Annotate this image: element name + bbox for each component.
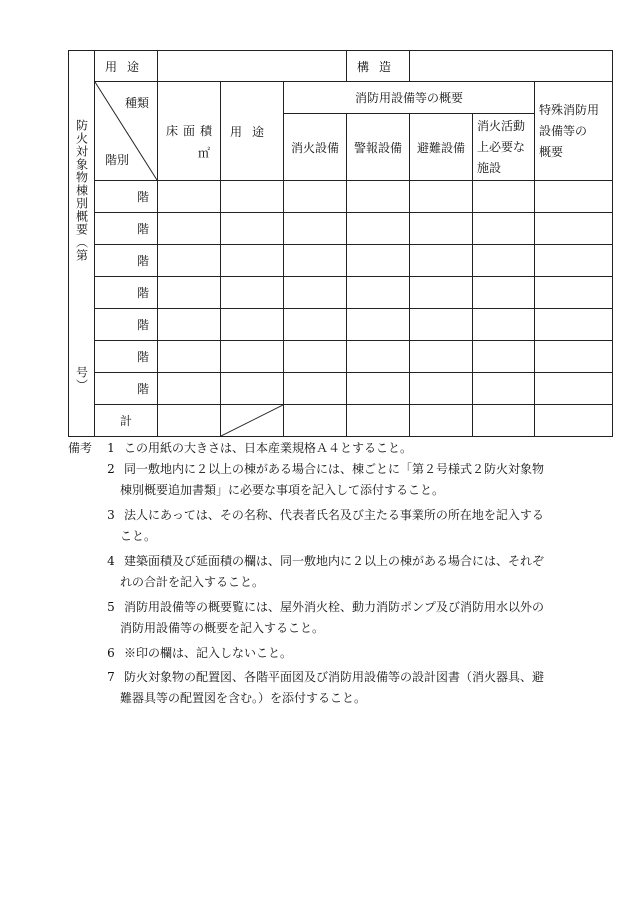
table-row [69,213,613,245]
usage-field[interactable] [158,51,347,82]
fire-ext-header: 消火設備 [284,114,347,181]
equipment-group-header: 消防用設備等の概要 [284,82,535,114]
side-title: 防火対象物棟別概要（第号） [74,118,89,392]
area-label: 床面積 [166,124,218,138]
table-row [69,245,613,277]
floor-cell: 階 [95,245,158,277]
firefighting-facility-header [473,114,535,181]
special-line-1: 特殊消防用 [539,102,600,117]
total-area-field[interactable] [158,405,221,437]
total-label: 計 [95,405,158,437]
note-item: 7 防火対象物の配置図、各階平面図及び消防用設備等の設計図書（消火器具、避 難器具等の配置図を含む。）を添付すること。 [107,670,545,705]
table-row [69,277,613,309]
total-use-disabled [221,405,284,437]
fac-line-1: 消火活動 [477,118,526,133]
note-item: 6 ※印の欄は、記入しないこと。 [107,646,293,660]
floor-cell: 階 [95,309,158,341]
note-item: 3 法人にあっては、その名称、代表者氏名及び主たる事業所の所在地を記入する こと。 [107,508,544,543]
floor-cell: 階 [95,277,158,309]
structure-label: 構造 [347,51,410,82]
floor-cell: 階 [95,181,158,213]
note-item: 4 建築面積及び延面積の欄は、同一敷地内に２以上の棟がある場合には、それぞ れの合計を記入すること。 [107,554,545,589]
note-item: 1 この用紙の大きさは、日本産業規格Ａ４とすること。 [107,441,413,455]
floor-cell: 階 [95,341,158,373]
building-summary-table [68,50,613,437]
note-item: 5 消防用設備等の概要覧には、屋外消火栓、動力消防ポンプ及び消防用水以外の 消防用設備等の概要を記入すること。 [107,600,545,635]
usage-label: 用途 [95,51,158,82]
special-line-3: 概要 [539,144,564,159]
floor-cell: 階 [95,373,158,405]
table-row [69,181,613,213]
table-row [69,309,613,341]
floor-cell: 階 [95,213,158,245]
diagonal-line [221,405,283,436]
special-line-2: 設備等の [539,123,588,138]
fac-line-2: 上必要な [477,139,526,154]
fac-line-3: 施設 [477,160,502,175]
area-unit: ㎡ [197,146,210,160]
note-item: 2 同一敷地内に２以上の棟がある場合には、棟ごとに「第２号様式２防火対象物 棟別概要追加書類」に必要な事項を記入して添付すること。 [107,462,545,497]
structure-field[interactable] [410,51,613,82]
evac-header: 避難設備 [410,114,473,181]
use-header: 用途 [221,82,284,181]
table-row [69,341,613,373]
area-header [158,82,221,181]
special-equipment-header [535,82,613,181]
type-label: 種類 [124,96,149,110]
floor-label: 階別 [105,153,130,167]
alarm-header: 警報設備 [347,114,410,181]
table-row [69,373,613,405]
type-floor-header [95,82,158,181]
notes-header: 備考 [68,441,93,455]
side-title-cell [69,51,95,437]
total-row [69,405,613,437]
